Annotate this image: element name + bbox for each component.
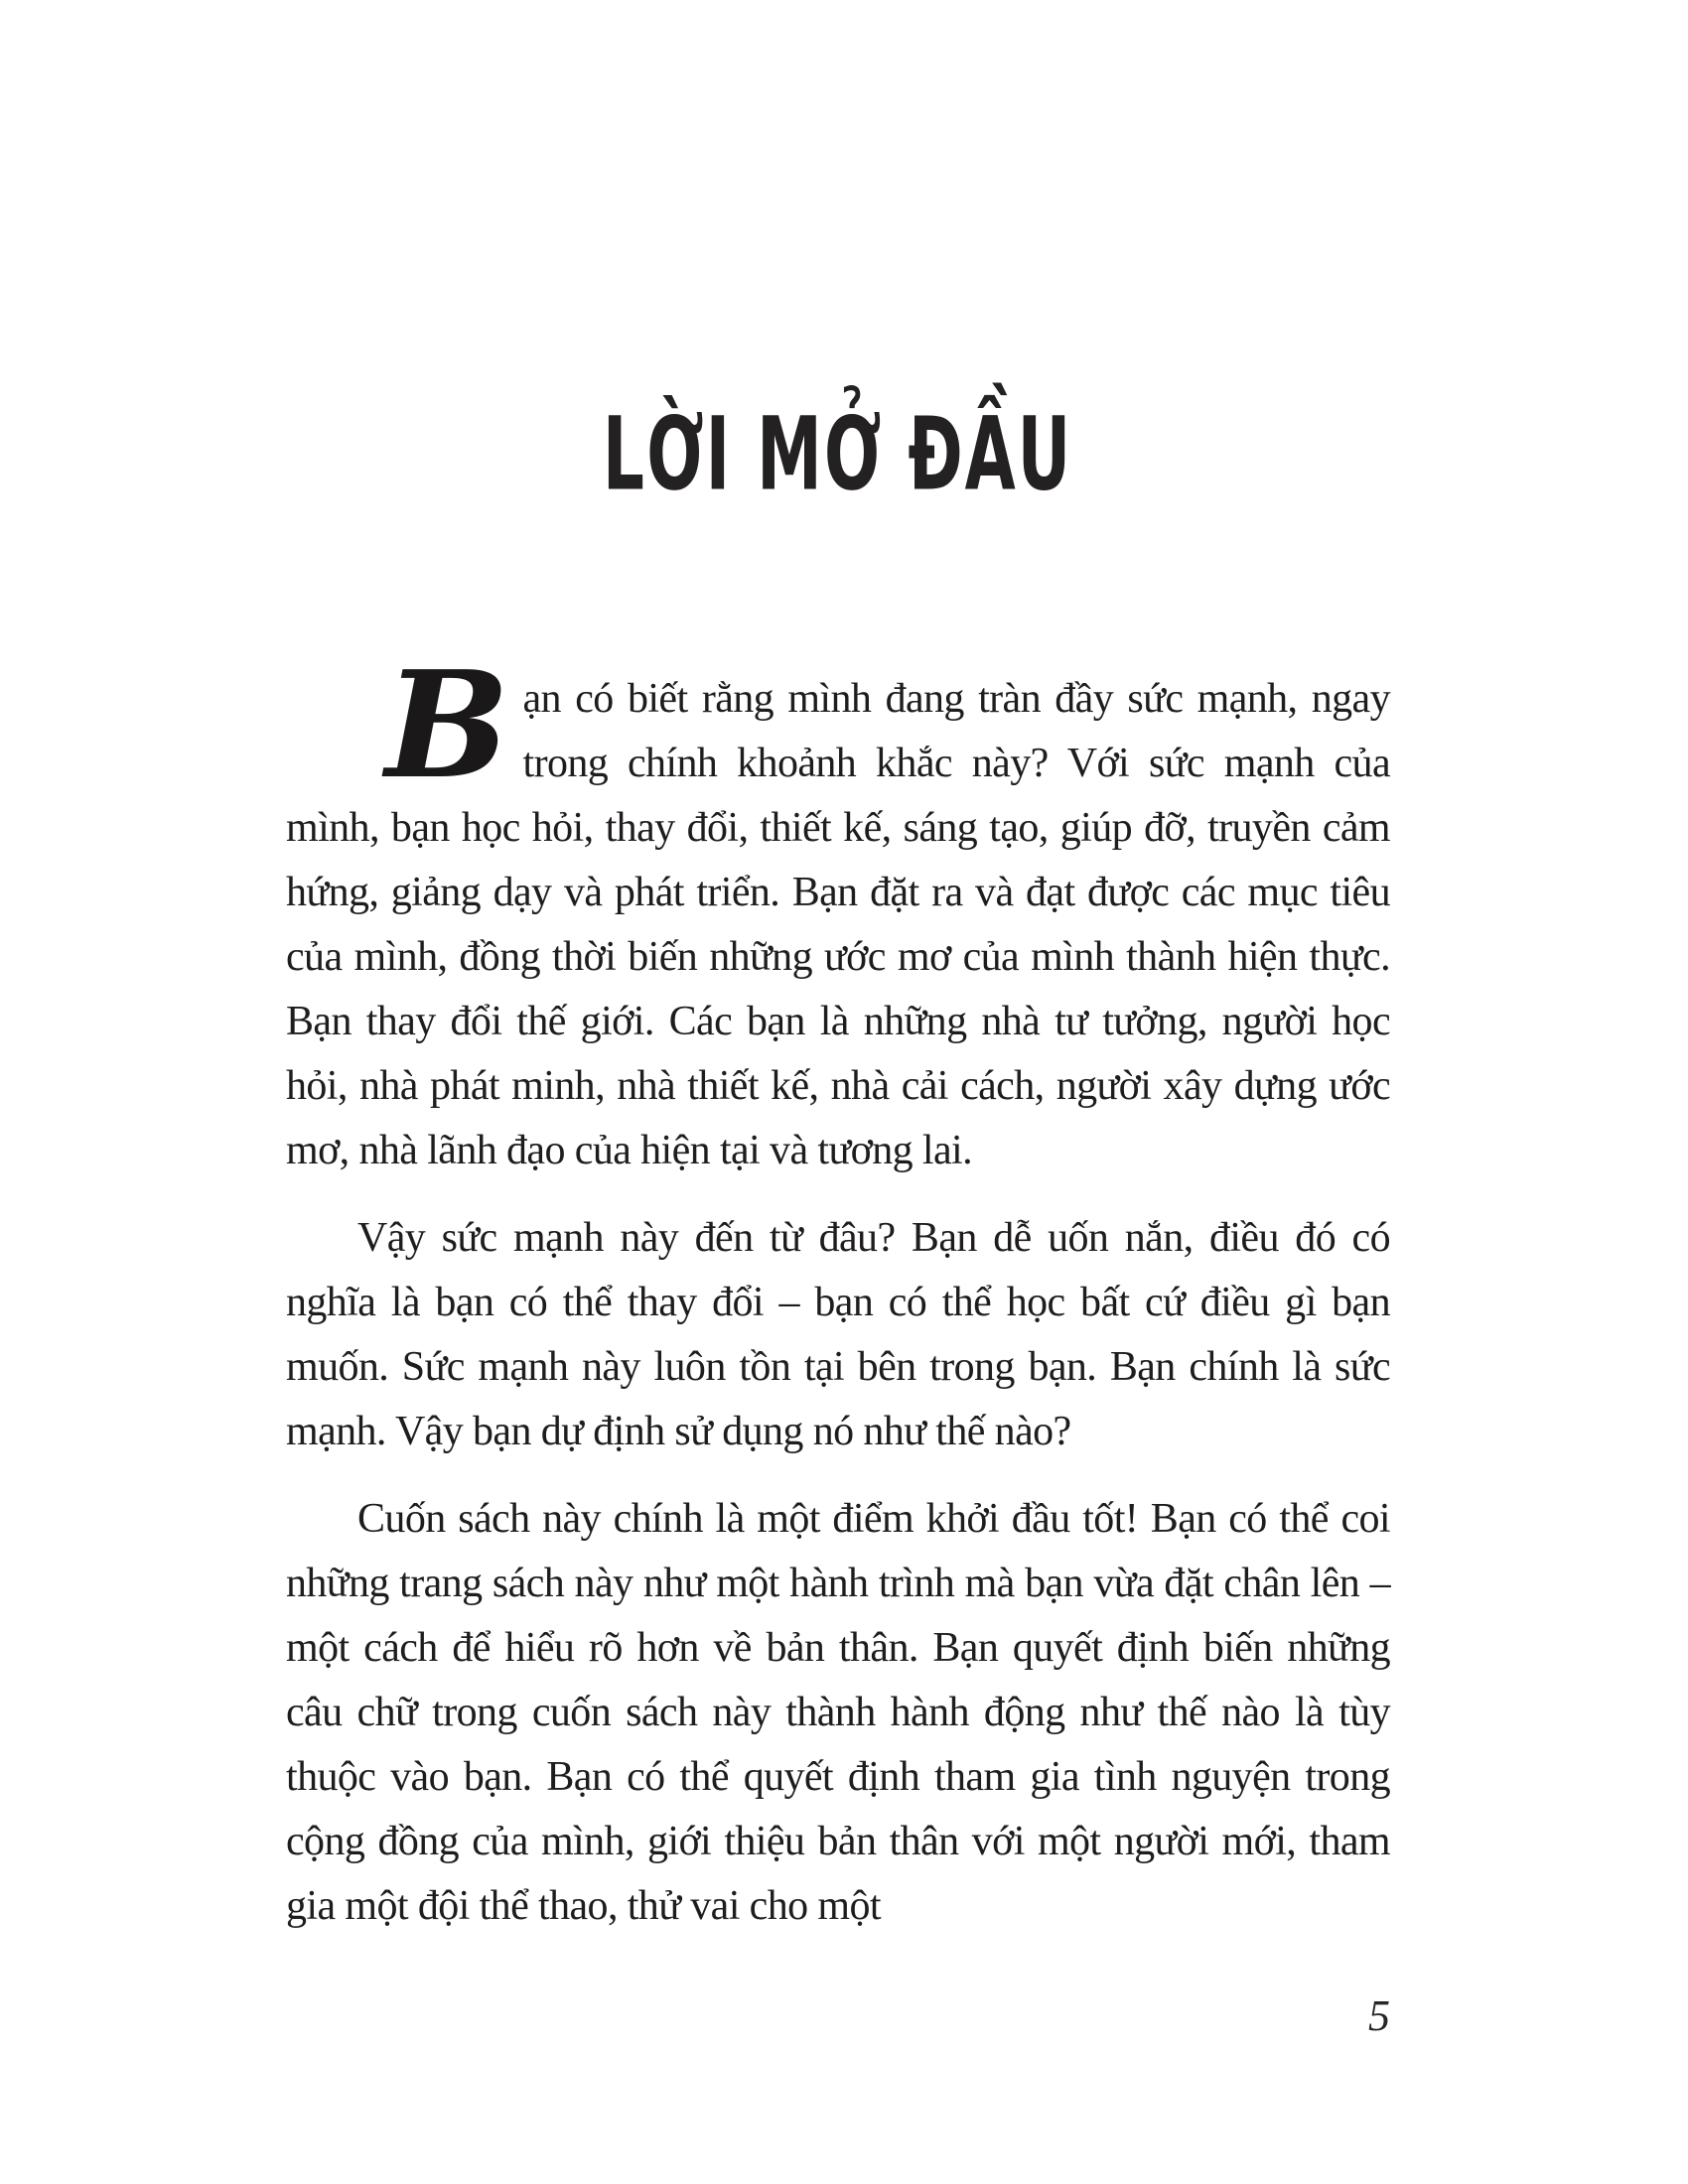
paragraph-3: Cuốn sách này chính là một điểm khởi đầu tốt! Bạn có thể coi những trang sách này như một hành trình mà bạn vừa đặt chân lên – một cách để hiểu rõ hơn về bản thân. Bạn quyết định biến những câu chữ trong cuốn sách này thành hành động như thế nào là tùy thuộc vào bạn. Bạn có thể quyết định tham gia tình nguyện trong cộng đồng của mình, giới thiệu bản thân với một người mới, tham gia một đội thể thao, thử vai cho một [286,1496,1390,1929]
paragraph-1 [286,638,1390,1183]
body-text [286,638,1390,1962]
paragraph-1-text: ạn có biết rằng mình đang tràn đầy sức mạnh, ngay trong chính khoảnh khắc này? Với sức mạnh của mình, bạn học hỏi, thay đổi, thiết kế, sáng tạo, giúp đỡ, truyền cảm hứng, giảng dạy và phát triển. Bạn đặt ra và đạt được các mục tiêu của mình, đồng thời biến những ước mơ của mình thành hiện thực. Bạn thay đổi thế giới. Các bạn là những nhà tư tưởng, người học hỏi, nhà phát minh, nhà thiết kế, nhà cải cách, người xây dựng ước mơ, nhà lãnh đạo của hiện tại và tương lai. [286,676,1390,1173]
paragraph-2: Vậy sức mạnh này đến từ đâu? Bạn dễ uốn nắn, điều đó có nghĩa là bạn có thể thay đổi – bạn có thể học bất cứ điều gì bạn muốn. Sức mạnh này luôn tồn tại bên trong bạn. Bạn chính là sức mạnh. Vậy bạn dự định sử dụng nó như thế nào? [286,1215,1390,1454]
chapter-title-text: LỜI MỞ ĐẦU [603,394,1073,514]
drop-cap: B [385,638,509,811]
chapter-title [286,394,1390,514]
page-number: 5 [1368,1991,1390,2040]
